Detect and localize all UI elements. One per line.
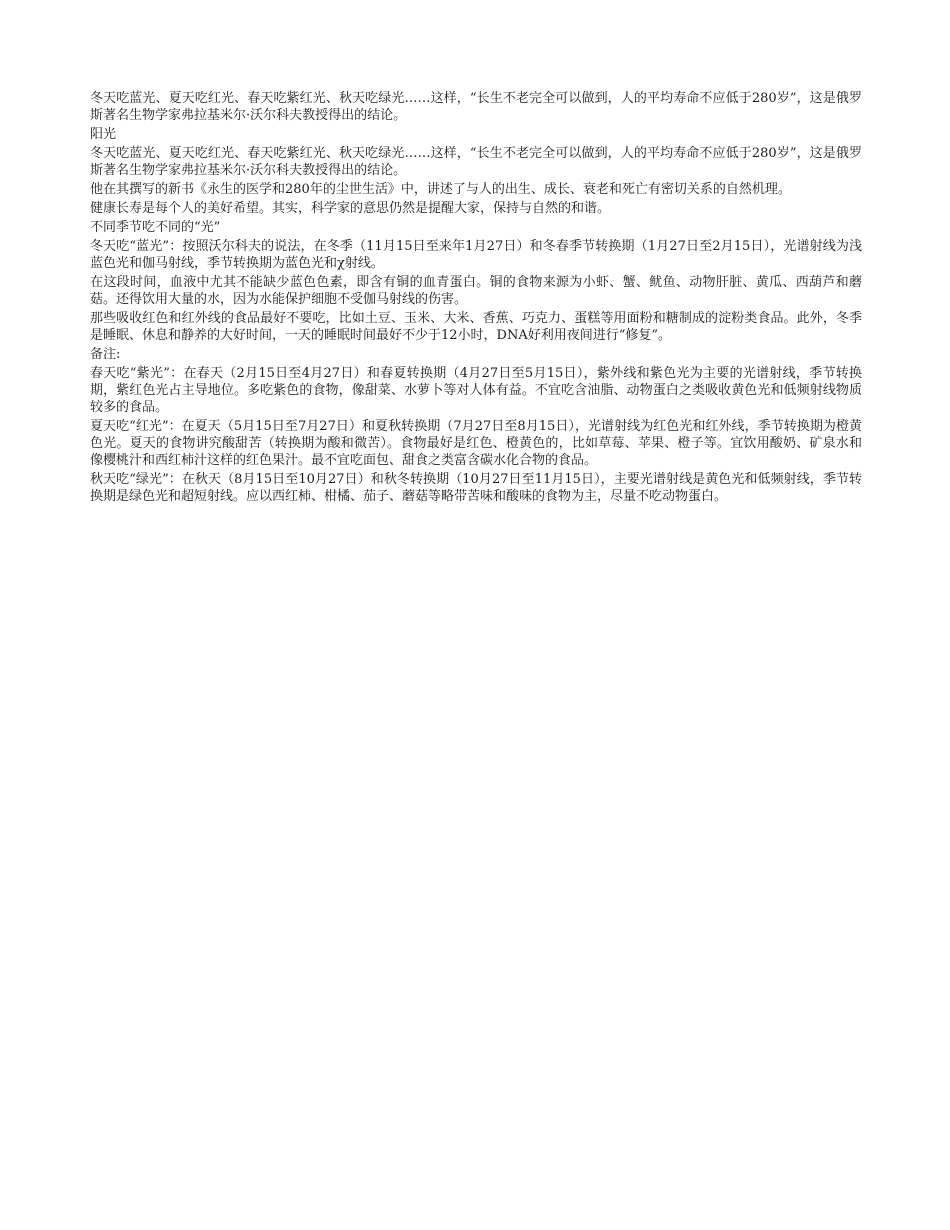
spring-paragraph: 春天吃“紫光”：在春天（2月15日至4月27日）和春夏转换期（4月27日至5月15日），紫外线和紫色光为主要的光谱射线，季节转换期，紫红色光占主导地位。多吃紫色的食物，像甜菜、水萝卜等对人体有益。不宜吃含油脂、动物蛋白之类吸收黄色光和低频射线物质较多的食品。 (90, 366, 862, 415)
summer-paragraph: 夏天吃“红光”：在夏天（5月15日至7月27日）和夏秋转换期（7月27日至8月15日），光谱射线为红色光和红外线，季节转换期为橙黄色光。夏天的食物讲究酸甜苦（转换期为酸和微苦）。食物最好是红色、橙黄色的，比如草莓、苹果、橙子等。宜饮用酸奶、矿泉水和像樱桃汁和西红柿汁这样的红色果汁。最不宜吃面包、甜食之类富含碳水化合物的食品。 (90, 419, 862, 468)
section-heading-sunlight: 阳光 (90, 127, 117, 142)
intro-paragraph-repeat: 冬天吃蓝光、夏天吃红光、春天吃紫红光、秋天吃绿光……这样，“长生不老完全可以做到，人的平均寿命不应低于280岁”，这是俄罗斯著名生物学家弗拉基米尔·沃尔科夫教授得出的结论。 (90, 146, 862, 178)
autumn-paragraph: 秋天吃“绿光”：在秋天（8月15日至10月27日）和秋冬转换期（10月27日至11月15日），主要光谱射线是黄色光和低频射线，季节转换期是绿色光和超短射线。应以西红柿、柑橘、茄子、蘑菇等略带苦味和酸味的食物为主，尽量不吃动物蛋白。 (90, 472, 862, 504)
winter-paragraph: 冬天吃“蓝光”：按照沃尔科夫的说法，在冬季（11月15日至来年1月27日）和冬春季节转换期（1月27日至2月15日），光谱射线为浅蓝色光和伽马射线，季节转换期为蓝色光和χ射线。 (90, 239, 862, 271)
winter-avoid-paragraph: 那些吸收红色和红外线的食品最好不要吃，比如土豆、玉米、大米、香蕉、巧克力、蛋糕等用面粉和糖制成的淀粉类食品。此外，冬季是睡眠、休息和静养的大好时间，一天的睡眠时间最好不少于12小时，DNA好利用夜间进行“修复”。 (90, 311, 862, 343)
longevity-paragraph: 健康长寿是每个人的美好希望。其实，科学家的意思仍然是提醒大家，保持与自然的和谐。 (90, 201, 611, 216)
section-heading-seasons: 不同季节吃不同的“光” (90, 220, 221, 235)
intro-paragraph: 冬天吃蓝光、夏天吃红光、春天吃紫红光、秋天吃绿光……这样，“长生不老完全可以做到，人的平均寿命不应低于280岁”，这是俄罗斯著名生物学家弗拉基米尔·沃尔科夫教授得出的结论。 (90, 91, 862, 123)
document-page (90, 90, 862, 507)
winter-diet-paragraph: 在这段时间，血液中尤其不能缺少蓝色色素，即含有铜的血青蛋白。铜的食物来源为小虾、蟹、鱿鱼、动物肝脏、黄瓜、西葫芦和蘑菇。还得饮用大量的水，因为水能保护细胞不受伽马射线的伤害。 (90, 275, 862, 307)
note-label: 备注: (90, 347, 121, 362)
book-paragraph: 他在其撰写的新书《永生的医学和280年的尘世生活》中，讲述了与人的出生、成长、衰老和死亡有密切关系的自然机理。 (90, 182, 791, 197)
